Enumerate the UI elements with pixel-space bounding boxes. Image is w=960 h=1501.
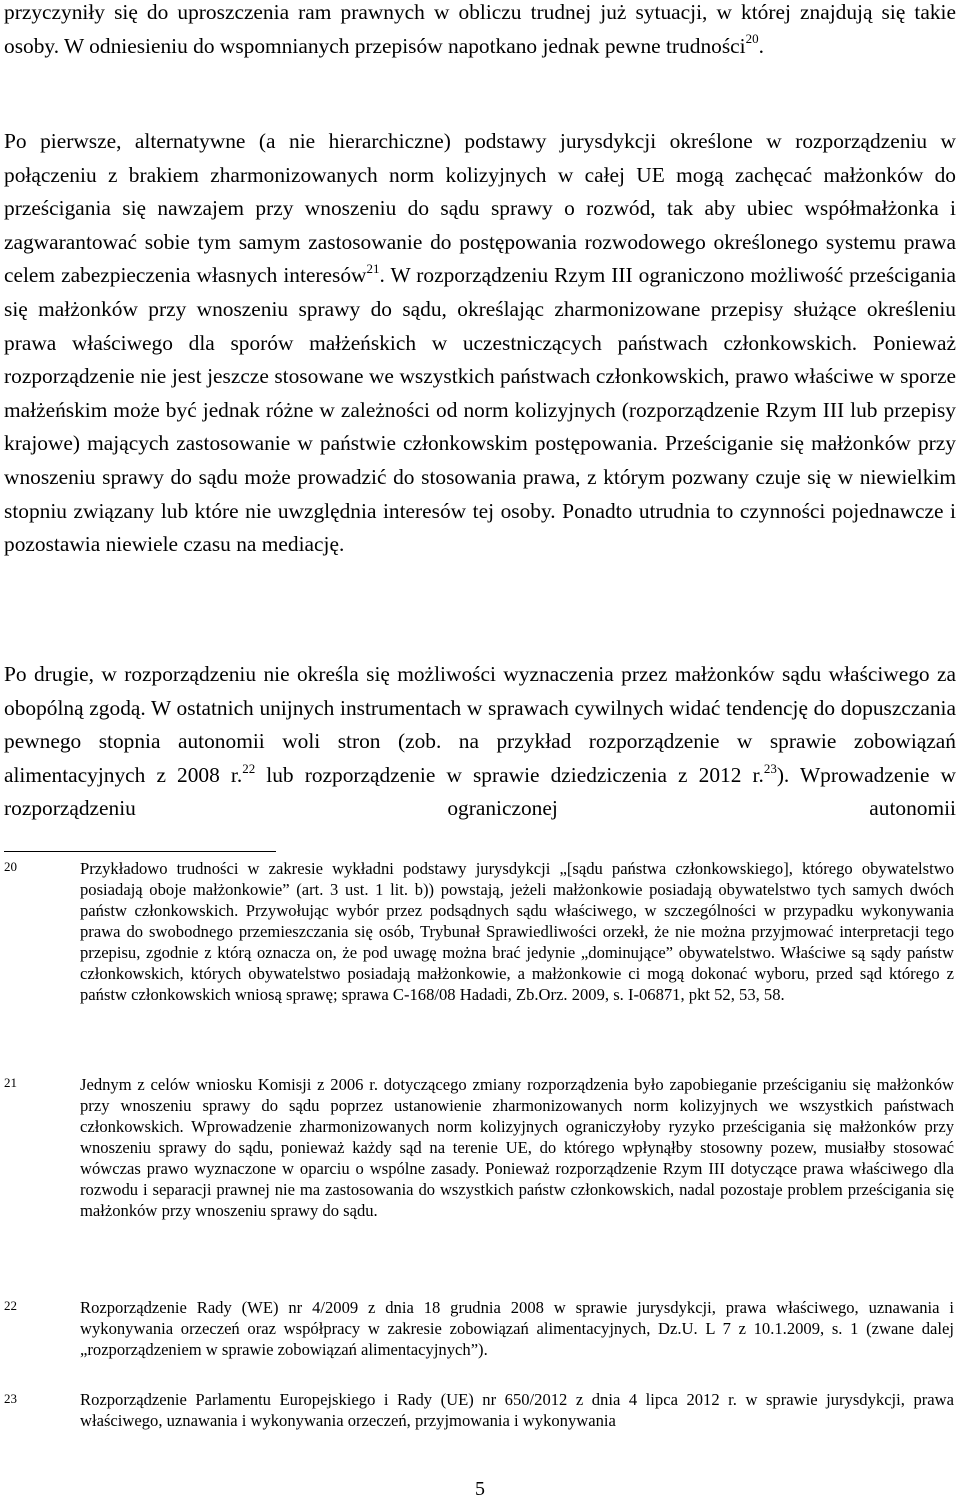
footnote-reference[interactable]: 22 [242, 760, 256, 776]
footnote-text: Rozporządzenie Parlamentu Europejskiego i Rady (UE) nr 650/2012 z dnia 4 lipca 2012 r. w sprawie jurysdykcji, prawa właściwego, uznawania i wykonywania orzeczeń, przyjmowania i wykonywania [80, 1390, 954, 1430]
footnote-reference[interactable]: 23 [763, 760, 777, 776]
footnote-separator [4, 851, 276, 852]
footnote-reference[interactable]: 21 [366, 261, 380, 277]
paragraph-text: Po pierwsze, alternatywne (a nie hierarchiczne) podstawy jurysdykcji określone w rozporządzeniu w połączeniu z brakiem zharmonizowanych norm kolizyjnych w całej UE mogą zachęcać małżonków do prześcigania się nawzajem przy wnoszeniu do sądu sprawy o rozwód, tak aby ubiec współmałżonka i zagwarantować sobie tym samym zastosowanie do postępowania rozwodowego określonego systemu prawa celem zabezpieczenia własnych interesów [4, 129, 956, 288]
paragraph-text: . W rozporządzeniu Rzym III ograniczono możliwość prześcigania się małżonków przy wnoszeniu sprawy do sądu, określając zharmonizowane przepisy służące określeniu prawa właściwego dla sporów małżeńskich w uczestniczących państwach członkowskich. Ponieważ rozporządzenie nie jest jeszcze stosowane we wszystkich państwach członkowskich, prawo właściwe w sporze małżeńskim może być jednak różne w zależności od norm kolizyjnych (rozporządzenie Rzym III lub przepisy krajowe) mających zastosowanie w państwie członkowskim postępowania. Prześciganie się małżonków przy wnoszeniu sprawy do sądu może prowadzić do stosowania prawa, z którym pozwany czuje się w niewielkim stopniu związany lub które nie uwzględnia interesów tej osoby. Ponadto utrudnia to czynności pojednawcze i pozostawia niewiele czasu na mediację. [4, 263, 956, 557]
paragraph-second-argument [4, 658, 956, 826]
footnote-number: 23 [4, 1391, 17, 1406]
footnote-number: 20 [4, 859, 17, 874]
paragraph-text: Po drugie, w rozporządzeniu nie określa się możliwości wyznaczenia przez małżonków sądu właściwego za obopólną zgodą. W ostatnich unijnych instrumentach w sprawach cywilnych widać tendencję do dopuszczania pewnego stopnia autonomii woli stron (zob. na przykład rozporządzenie w sprawie zobowiązań alimentacyjnych z 2008 r. [4, 662, 956, 787]
footnote-reference[interactable]: 20 [745, 31, 759, 47]
paragraph-text: lub rozporządzenie w sprawie dziedziczenia z 2012 r. [255, 762, 764, 787]
footnote-number: 22 [4, 1298, 17, 1313]
paragraph-text: przyczyniły się do uproszczenia ram prawnych w obliczu trudnej już sytuacji, w której znajdują się takie osoby. W odniesieniu do wspomnianych przepisów napotkano jednak pewne trudności [4, 0, 956, 58]
footnote-text: Rozporządzenie Rady (WE) nr 4/2009 z dnia 18 grudnia 2008 w sprawie jurysdykcji, prawa właściwego, uznawania i wykonywania orzeczeń oraz współpracy w zakresie zobowiązań alimentacyjnych, Dz.U. L 7 z 10.1.2009, s. 1 (zwane dalej „rozporządzeniem w sprawie zobowiązań alimentacyjnych”). [80, 1298, 954, 1359]
paragraph-continuation [4, 0, 956, 63]
footnote-number: 21 [4, 1075, 17, 1090]
paragraph-text: . [758, 33, 764, 58]
footnote-text: Przykładowo trudności w zakresie wykładni podstawy jurysdykcji „[sądu państwa członkowskiego], którego obywatelstwo posiadają oboje małżonkowie” (art. 3 ust. 1 lit. b)) powstają, jeżeli małżonkowie posiadają obywatelstwo tych samych dwóch państw członkowskich. Przywołując wybór przez podsądnych sądu właściwego, w szczególności w przypadku wykonywania prawa do swobodnego przemieszczania się osób, Trybunał Sprawiedliwości orzekł, że nie można przyjmować interpretacji tego przepisu, zgodnie z którą oznacza on, że pod uwagę można brać jedynie „dominujące” obywatelstwo. Właściwe są sądy państw członkowskich, których obywatelstwo posiadają małżonkowie, a małżonkowie ci mogą dokonać wyboru, przed sąd którego z państw członkowskich wniosą sprawę; sprawa C-168/08 Hadadi, Zb.Orz. 2009, s. I-06871, pkt 52, 53, 58. [80, 859, 954, 1004]
paragraph-first-argument [4, 125, 956, 562]
page-number: 5 [475, 1478, 485, 1500]
paragraph-text: ). Wprowadzenie w rozporządzeniu ograniczonej autonomii [4, 762, 956, 821]
footnote-text: Jednym z celów wniosku Komisji z 2006 r. dotyczącego zmiany rozporządzenia było zapobieganie prześciganiu się małżonków przy wnoszeniu sprawy do sądu poprzez ustanowienie zharmonizowanych norm kolizyjnych we wszystkich państwach członkowskich. Wprowadzenie zharmonizowanych norm kolizyjnych ograniczyłoby ryzyko prześcigania się małżonków przy wnoszeniu sprawy do sądu, ponieważ każdy sąd na terenie UE, do którego wpłynąłby stosowny pozew, musiałby stosować wówczas prawo wyznaczone w oparciu o wspólne zasady. Ponieważ rozporządzenie Rzym III dotyczące prawa właściwego dla rozwodu i separacji prawnej nie ma zastosowania do wszystkich państw członkowskich, nadal pozostaje problem prześcigania się małżonków przy wnoszeniu sprawy do sądu. [80, 1075, 954, 1220]
